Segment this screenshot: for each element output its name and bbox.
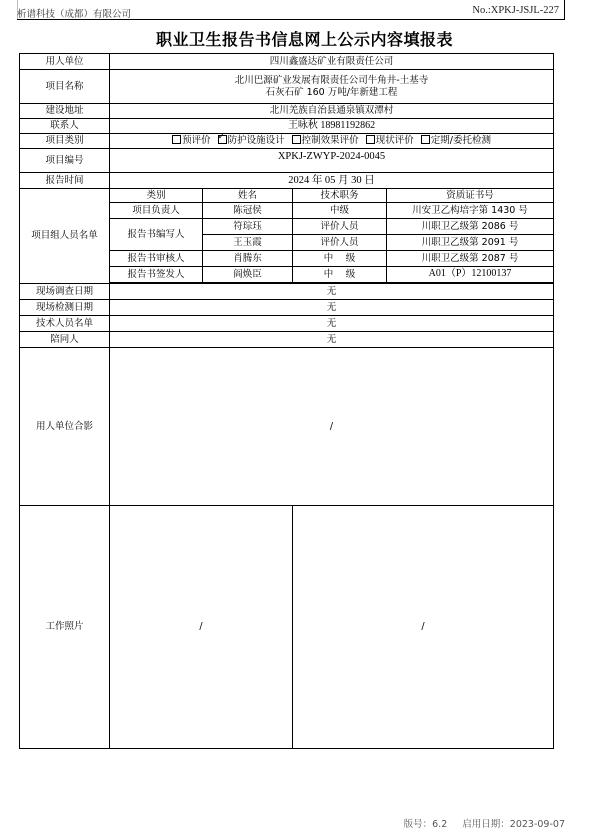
project-name-line2: 石灰石矿 160 万吨/年新建工程 xyxy=(265,86,398,98)
value-report-date: 2024 年 05 月 30 日 xyxy=(110,173,554,189)
label-address: 建设地址 xyxy=(20,104,110,119)
footer-version: 版号：6.2 xyxy=(403,819,448,830)
label-work-photos: 工作照片 xyxy=(20,506,110,749)
staff-role: 报告书审核人 xyxy=(110,251,203,267)
staff-header-row xyxy=(20,189,554,203)
row-contact xyxy=(20,119,554,134)
checkbox-protective-design[interactable] xyxy=(218,135,227,144)
label-tech-staff: 技术人员名单 xyxy=(20,316,110,332)
staff-cert: 川职卫乙级第 2091 号 xyxy=(387,235,554,251)
staff-cert: 川职卫乙级第 2087 号 xyxy=(387,251,554,267)
staff-col-title: 技术职务 xyxy=(293,189,387,203)
header-rule xyxy=(17,19,565,20)
row-companion xyxy=(20,332,554,348)
disclosure-form-table xyxy=(19,53,554,749)
row-survey-date xyxy=(20,284,554,300)
value-contact: 王咏秋 18981192862 xyxy=(110,119,554,134)
work-photo-left: / xyxy=(110,506,293,748)
value-project-no: XPKJ-ZWYP-2024-0045 xyxy=(110,149,554,173)
staff-name: 肖腾东 xyxy=(203,251,293,267)
project-name-line1: 北川巴源矿业发展有限责任公司牛角井-土基寺 xyxy=(234,74,429,86)
option-label: 定期/委托检测 xyxy=(430,135,491,147)
staff-cert: A01（P）12100137 xyxy=(387,267,554,283)
footer-enable-date: 启用日期：2023-09-07 xyxy=(462,819,565,830)
option-periodic-testing[interactable] xyxy=(421,135,491,147)
staff-name: 陈冠侯 xyxy=(203,203,293,219)
label-employer: 用人单位 xyxy=(20,54,110,70)
label-test-date: 现场检测日期 xyxy=(20,300,110,316)
option-control-effect[interactable] xyxy=(292,135,359,147)
category-options xyxy=(110,134,554,149)
staff-cert: 川安卫乙构培字第 1430 号 xyxy=(387,203,554,219)
row-project-no xyxy=(20,149,554,173)
staff-name: 王玉霞 xyxy=(203,235,293,251)
label-staff: 项目组人员名单 xyxy=(20,189,110,284)
checkbox-pre-evaluation[interactable] xyxy=(172,135,181,144)
option-label: 预评价 xyxy=(182,135,211,147)
label-project-name: 项目名称 xyxy=(20,70,110,104)
row-employer xyxy=(20,54,554,70)
row-category xyxy=(20,134,554,149)
staff-name: 符琮珏 xyxy=(203,219,293,235)
option-label: 控制效果评价 xyxy=(301,135,359,147)
label-report-date: 报告时间 xyxy=(20,173,110,189)
value-employer: 四川鑫盛达矿业有限责任公司 xyxy=(110,54,554,70)
value-tech-staff: 无 xyxy=(110,316,554,332)
staff-col-cert: 资质证书号 xyxy=(387,189,554,203)
frame-right-mark xyxy=(564,0,565,20)
row-project-name xyxy=(20,70,554,104)
label-project-no: 项目编号 xyxy=(20,149,110,173)
value-project-name xyxy=(110,70,554,104)
value-survey-date: 无 xyxy=(110,284,554,300)
row-address xyxy=(20,104,554,119)
staff-title: 中 级 xyxy=(293,267,387,283)
row-test-date xyxy=(20,300,554,316)
label-contact: 联系人 xyxy=(20,119,110,134)
value-group-photo: / xyxy=(110,348,554,506)
staff-col-name: 姓名 xyxy=(203,189,293,203)
row-tech-staff xyxy=(20,316,554,332)
staff-title: 评价人员 xyxy=(293,235,387,251)
checkbox-control-effect[interactable] xyxy=(292,135,301,144)
option-label: 现状评价 xyxy=(375,135,414,147)
label-group-photo: 用人单位合影 xyxy=(20,348,110,506)
staff-title: 中 级 xyxy=(293,251,387,267)
work-photo-area xyxy=(110,506,554,749)
value-address: 北川羌族自治县通泉镇双潭村 xyxy=(110,104,554,119)
row-work-photos xyxy=(20,506,554,749)
option-protective-design[interactable] xyxy=(218,135,285,147)
staff-role: 报告书编写人 xyxy=(110,219,203,251)
staff-col-category: 类别 xyxy=(110,189,203,203)
value-companion: 无 xyxy=(110,332,554,348)
option-status-evaluation[interactable] xyxy=(366,135,414,147)
staff-role: 项目负责人 xyxy=(110,203,203,219)
staff-role: 报告书签发人 xyxy=(110,267,203,283)
option-label: 防护设施设计 xyxy=(227,135,285,147)
label-companion: 陪同人 xyxy=(20,332,110,348)
option-pre-evaluation[interactable] xyxy=(172,135,211,147)
row-report-date xyxy=(20,173,554,189)
staff-title: 评价人员 xyxy=(293,219,387,235)
company-name: 析谱科技（成都）有限公司 xyxy=(17,9,132,20)
document-number: No.:XPKJ-JSJL-227 xyxy=(472,5,559,16)
staff-cert: 川职卫乙级第 2086 号 xyxy=(387,219,554,235)
label-category: 项目类别 xyxy=(20,134,110,149)
label-survey-date: 现场调查日期 xyxy=(20,284,110,300)
work-photo-right: / xyxy=(421,621,425,633)
checkbox-status-evaluation[interactable] xyxy=(366,135,375,144)
checkbox-periodic-testing[interactable] xyxy=(421,135,430,144)
staff-name: 阎焕臣 xyxy=(203,267,293,283)
value-test-date: 无 xyxy=(110,300,554,316)
form-title: 职业卫生报告书信息网上公示内容填报表 xyxy=(155,30,453,49)
row-group-photo xyxy=(20,348,554,506)
staff-title: 中级 xyxy=(293,203,387,219)
